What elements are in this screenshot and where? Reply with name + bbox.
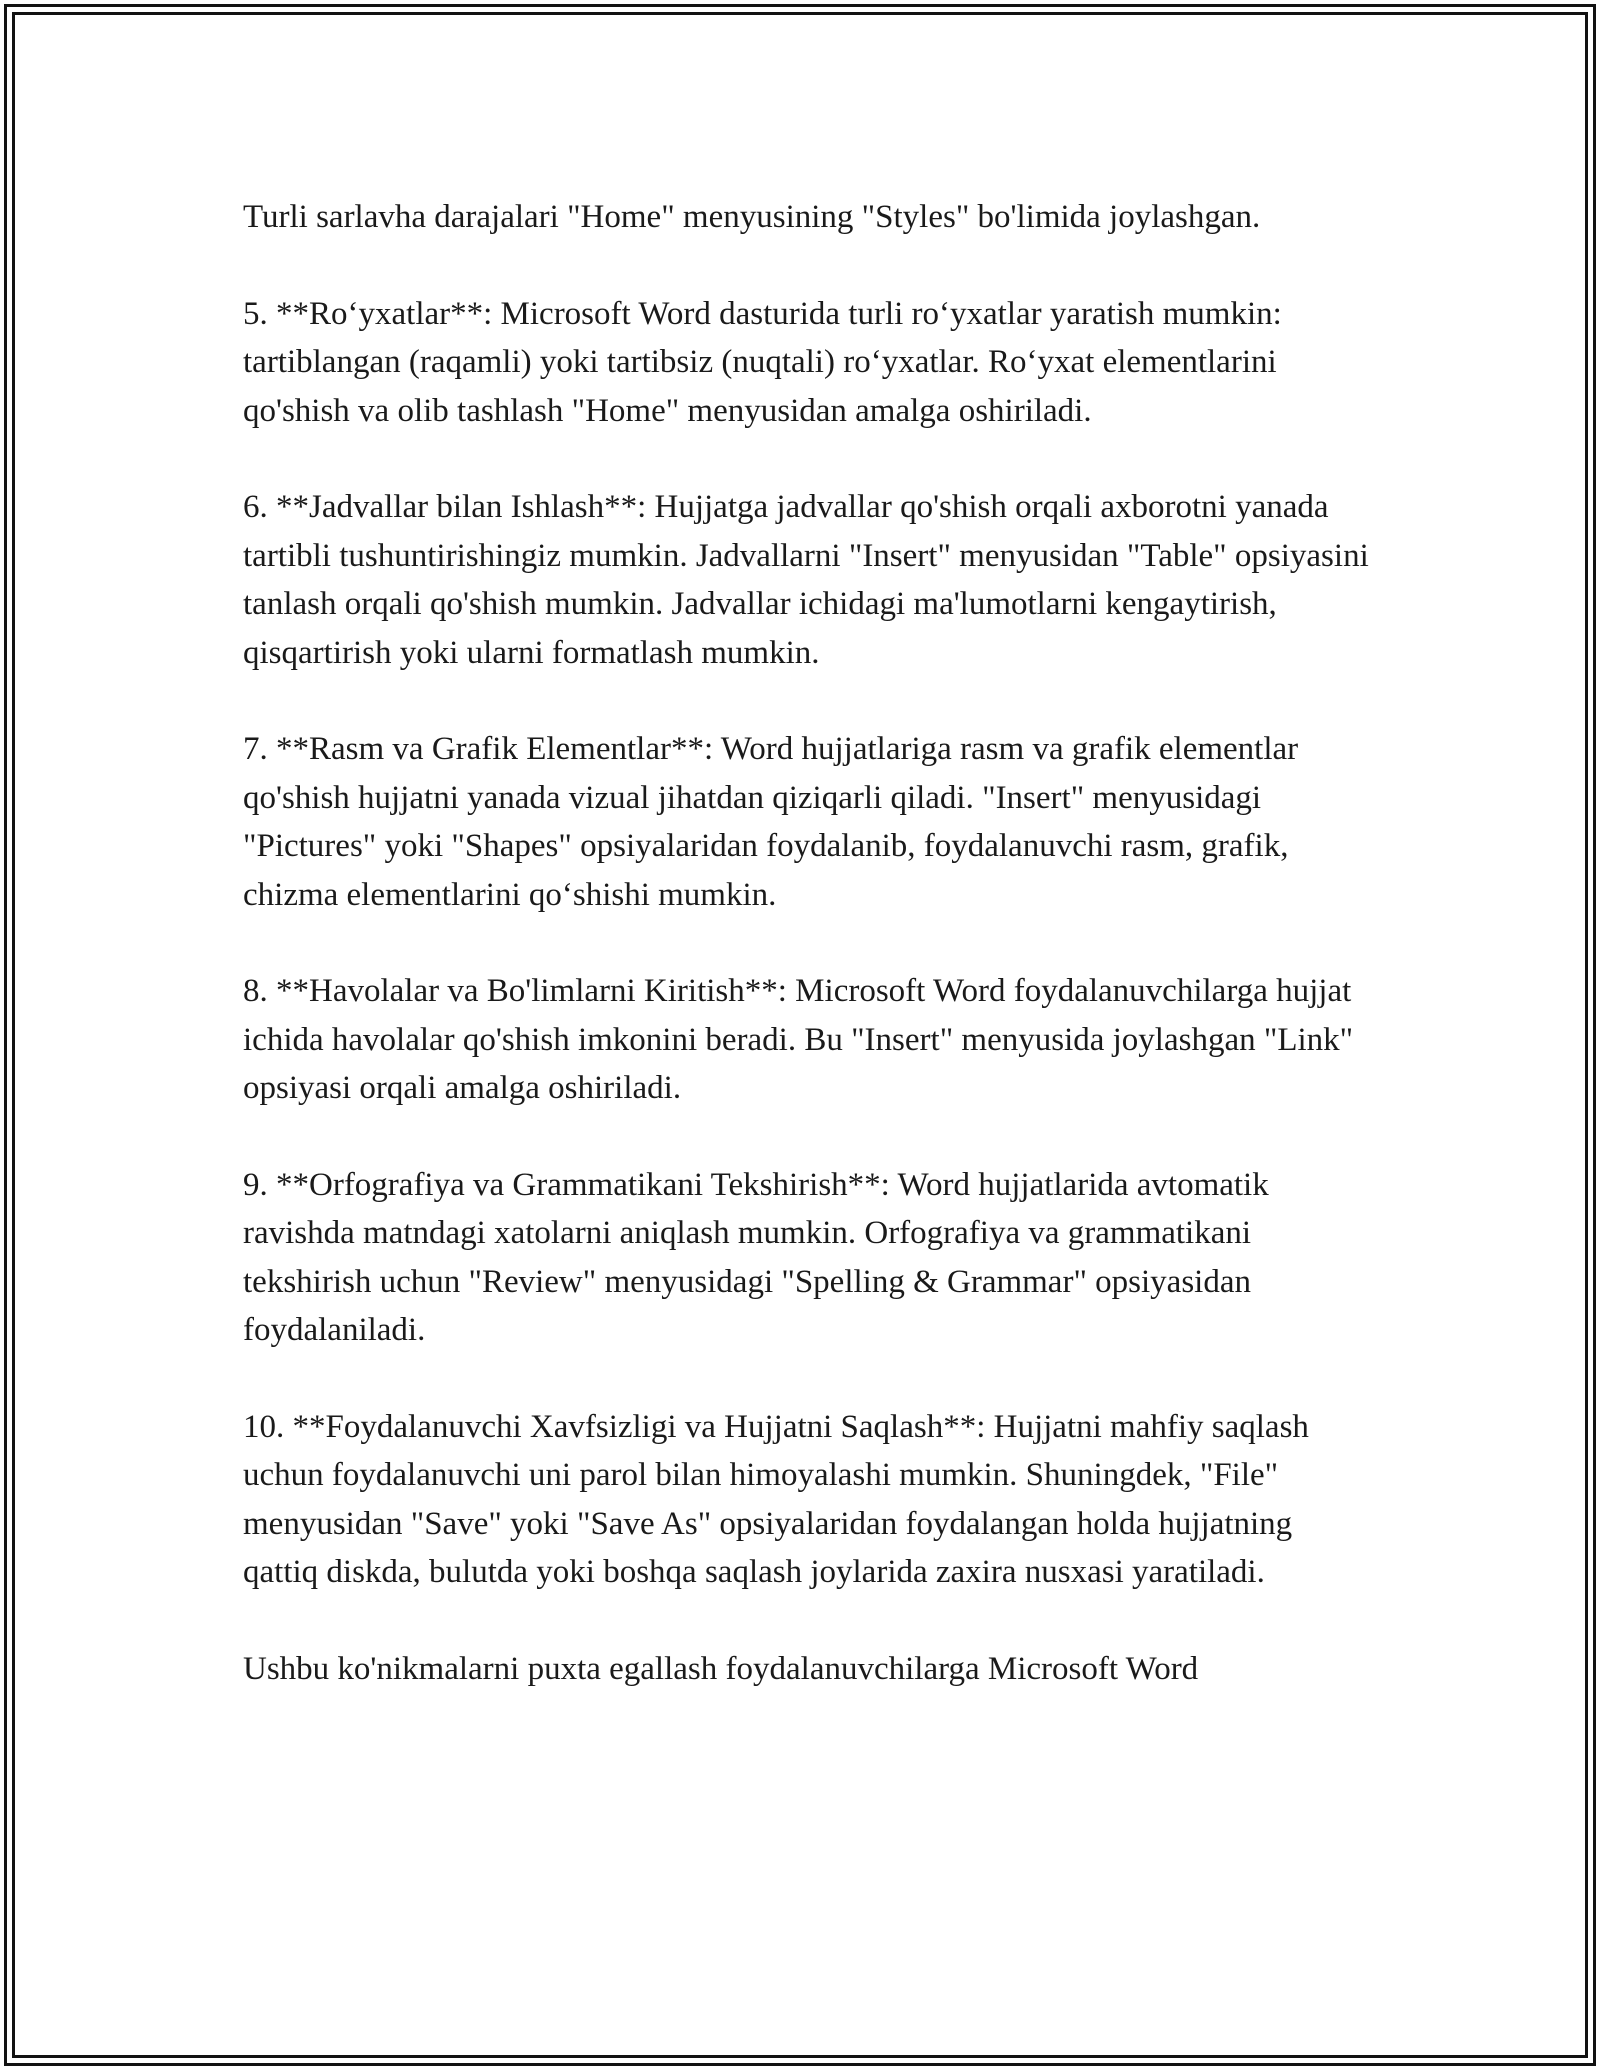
paragraph-spelling-grammar: 9. **Orfografiya va Grammatikani Tekshirish**: Word hujjatlarida avtomatik ravishda matndagi xatolarni aniqlash mumkin. Orfografiya va grammatikani tekshirish uchun "Review" menyusidagi "Spelling & Grammar" opsiyasidan foydalaniladi. — [243, 1167, 1269, 1349]
paragraph-links-sections: 8. **Havolalar va Bo'limlarni Kiritish**: Microsoft Word foydalanuvchilarga hujjat ichida havolalar qo'shish imkonini beradi. Bu "Insert" menyusida joylashgan "Link" opsiyasi orqali amalga oshiriladi. — [243, 973, 1354, 1107]
document-body — [243, 193, 1373, 1693]
page-frame — [4, 4, 1596, 2066]
paragraph-security-saving: 10. **Foydalanuvchi Xavfsizligi va Hujjatni Saqlash**: Hujjatni mahfiy saqlash uchun foydalanuvchi uni parol bilan himoyalashi mumkin. Shuningdek, "File" menyusidan "Save" yoki "Save As" opsiyalaridan foydalangan holda hujjatning qattiq diskda, bulutda yoki boshqa saqlash joylarida zaxira nusxasi yaratiladi. — [243, 1409, 1309, 1591]
paragraph-lists: 5. **Ro‘yxatlar**: Microsoft Word dasturida turli ro‘yxatlar yaratish mumkin: tartiblangan (raqamli) yoki tartibsiz (nuqtali) ro‘yxatlar. Ro‘yxat elementlarini qo'shish va olib tashlash "Home" menyusidan amalga oshiriladi. — [243, 295, 1282, 429]
paragraph-tables: 6. **Jadvallar bilan Ishlash**: Hujjatga jadvallar qo'shish orqali axborotni yanada tartibli tushuntirishingiz mumkin. Jadvallarni "Insert" menyusidan "Table" opsiyasini tanlash orqali qo'shish mumkin. Jadvallar ichidagi ma'lumotlarni kengaytirish, qisqartirish yoki ularni formatlash mumkin. — [243, 489, 1369, 671]
paragraph-conclusion: Ushbu ko'nikmalarni puxta egallash foydalanuvchilarga Microsoft Word — [243, 1651, 1199, 1688]
paragraph-styles-note: Turli sarlavha darajalari "Home" menyusining "Styles" bo'limida joylashgan. — [243, 199, 1261, 235]
paragraph-images-graphics: 7. **Rasm va Grafik Elementlar**: Word hujjatlariga rasm va grafik elementlar qo'shish hujjatni yanada vizual jihatdan qiziqarli qiladi. "Insert" menyusidagi "Pictures" yoki "Shapes" opsiyalaridan foydalanib, foydalanuvchi rasm, grafik, chizma elementlarini qo‘shishi mumkin. — [243, 731, 1299, 913]
